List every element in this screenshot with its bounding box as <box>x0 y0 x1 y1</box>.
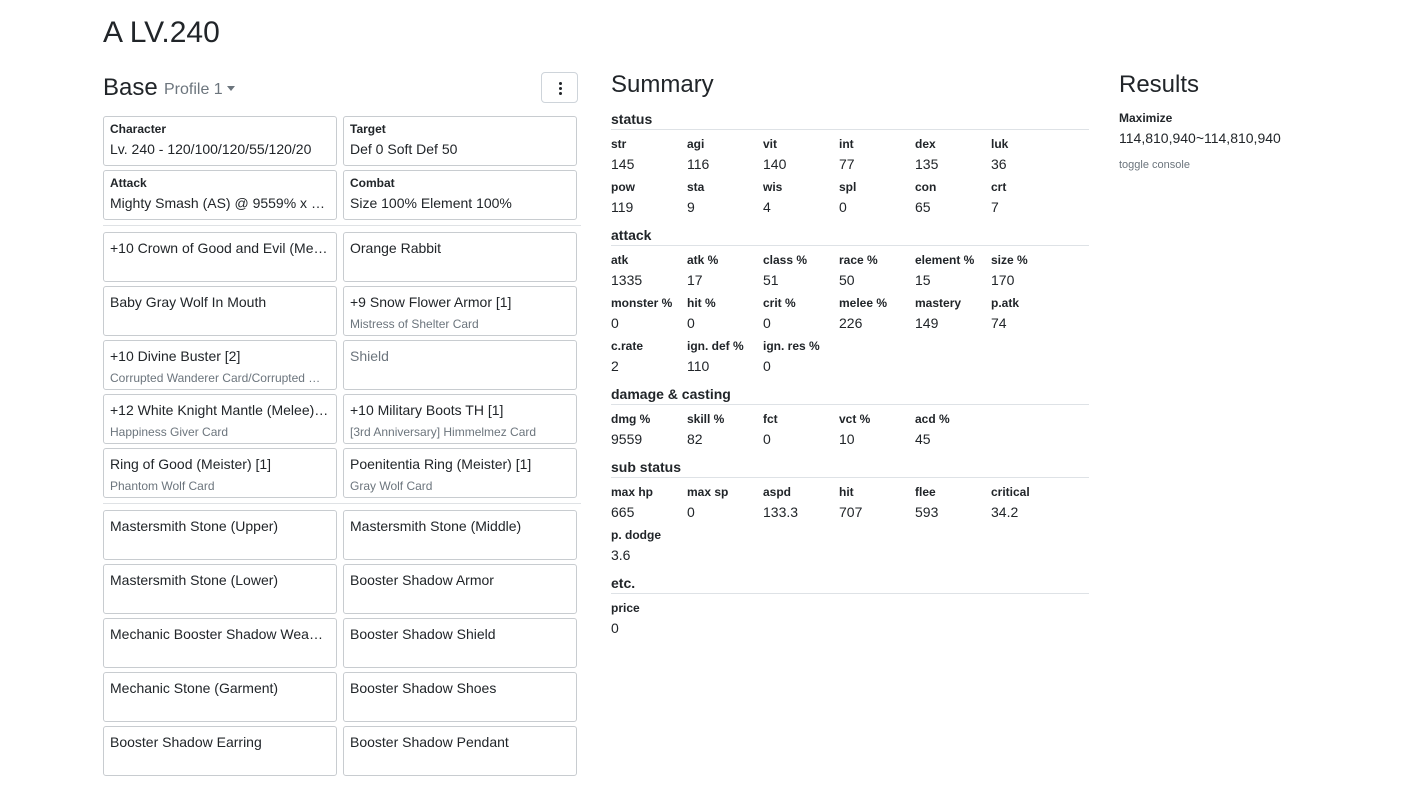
stat-item <box>991 485 1067 521</box>
stat-value: 0 <box>839 199 847 215</box>
stat-value: 2 <box>611 358 619 374</box>
kebab-icon <box>559 82 562 85</box>
stat-label: c.rate <box>611 339 644 353</box>
stat-item <box>763 296 839 332</box>
stat-item <box>611 601 687 637</box>
shadow-name: Mastersmith Stone (Middle) <box>350 518 522 534</box>
more-options-button[interactable] <box>541 72 578 103</box>
stat-item <box>687 137 763 173</box>
shadow-name: Booster Shadow Armor <box>350 572 494 588</box>
stat-label: crt <box>991 180 1007 194</box>
equipment-name: Shield <box>350 348 389 364</box>
shadow-name: Booster Shadow Shoes <box>350 680 497 696</box>
shadow-name: Booster Shadow Shield <box>350 626 496 642</box>
shadow-slot[interactable] <box>343 564 577 614</box>
stat-value: 593 <box>915 504 939 520</box>
stat-value: 0 <box>687 315 695 331</box>
equipment-slot[interactable] <box>343 286 577 336</box>
shadow-slot[interactable] <box>103 672 337 722</box>
info-card-label: Combat <box>350 176 395 190</box>
stat-label: p. dodge <box>611 528 661 542</box>
stat-value: 15 <box>915 272 931 288</box>
page-title: A LV.240 <box>103 16 220 49</box>
summary-section-attack <box>611 226 1089 375</box>
stat-item <box>839 412 915 448</box>
stat-label: size % <box>991 253 1028 267</box>
summary-section-damage-casting <box>611 385 1089 448</box>
base-title: Base <box>103 74 158 101</box>
summary-section-sub-status <box>611 458 1089 564</box>
stat-label: vct % <box>839 412 871 426</box>
stat-item <box>611 339 687 375</box>
info-card-value: Mighty Smash (AS) @ 9559% x … <box>110 195 325 211</box>
stat-value: 4 <box>763 199 771 215</box>
stat-label: class % <box>763 253 808 267</box>
stat-item <box>611 180 687 216</box>
section-title: etc. <box>611 574 1089 594</box>
stat-label: vit <box>763 137 778 151</box>
info-card-character[interactable] <box>103 116 337 166</box>
shadow-slot[interactable] <box>103 510 337 560</box>
info-card-value: Size 100% Element 100% <box>350 195 512 211</box>
stat-item <box>763 253 839 289</box>
stat-item <box>763 339 839 375</box>
shadow-name: Mastersmith Stone (Upper) <box>110 518 279 534</box>
equipment-slot[interactable] <box>343 232 577 282</box>
stats-grid <box>611 253 1089 375</box>
stat-label: critical <box>991 485 1030 499</box>
stat-value: 133.3 <box>763 504 799 520</box>
stat-item <box>915 137 991 173</box>
equipment-slot[interactable] <box>103 394 337 444</box>
info-card-label: Target <box>350 122 386 136</box>
stat-value: 3.6 <box>611 547 631 563</box>
stat-item <box>839 485 915 521</box>
results-value: 114,810,940~114,810,940 <box>1119 130 1281 146</box>
toggle-console-link[interactable]: toggle console <box>1119 159 1190 171</box>
stat-label: price <box>611 601 640 615</box>
stat-value: 65 <box>915 199 931 215</box>
stat-item <box>763 137 839 173</box>
info-card-target[interactable] <box>343 116 577 166</box>
results-label: Maximize <box>1119 111 1173 125</box>
equipment-slot[interactable] <box>343 394 577 444</box>
shadow-slot[interactable] <box>343 726 577 776</box>
stat-label: hit <box>839 485 854 499</box>
stat-item <box>611 412 687 448</box>
results-panel <box>1119 70 1379 172</box>
stat-label: spl <box>839 180 857 194</box>
stat-value: 135 <box>915 156 939 172</box>
stat-label: aspd <box>763 485 792 499</box>
stat-item <box>915 296 991 332</box>
info-card-label: Character <box>110 122 167 136</box>
stat-value: 9 <box>687 199 695 215</box>
stat-item <box>687 485 763 521</box>
kebab-icon-dot <box>559 92 562 95</box>
results-title: Results <box>1119 71 1200 98</box>
section-title: damage & casting <box>611 385 1089 405</box>
stat-value: 82 <box>687 431 703 447</box>
stat-value: 50 <box>839 272 855 288</box>
stat-value: 9559 <box>611 431 643 447</box>
stat-label: mastery <box>915 296 962 310</box>
stat-item <box>763 412 839 448</box>
equipment-slot[interactable] <box>103 232 337 282</box>
equipment-name: Ring of Good (Meister) [1] <box>110 456 272 472</box>
shadow-name: Mechanic Booster Shadow Wea… <box>110 626 323 642</box>
shadow-equipment-cards <box>103 510 581 776</box>
stat-label: element % <box>915 253 975 267</box>
shadow-slot[interactable] <box>343 510 577 560</box>
base-header <box>103 70 581 106</box>
divider <box>103 503 581 504</box>
stat-label: p.atk <box>991 296 1020 310</box>
stat-label: flee <box>915 485 936 499</box>
stat-item <box>611 296 687 332</box>
stat-label: luk <box>991 137 1009 151</box>
stat-item <box>687 412 763 448</box>
stat-value: 707 <box>839 504 863 520</box>
stat-item <box>611 137 687 173</box>
stats-grid <box>611 601 1089 637</box>
stat-value: 51 <box>763 272 779 288</box>
stat-value: 0 <box>611 620 619 636</box>
stat-label: wis <box>763 180 783 194</box>
stat-label: ign. def % <box>687 339 744 353</box>
stat-item <box>915 253 991 289</box>
stat-label: dex <box>915 137 936 151</box>
stat-label: monster % <box>611 296 673 310</box>
stat-item <box>687 253 763 289</box>
section-title: attack <box>611 226 1089 246</box>
stat-item <box>839 253 915 289</box>
stat-label: race % <box>839 253 878 267</box>
stat-item <box>991 296 1067 332</box>
stat-label: atk % <box>687 253 719 267</box>
stat-label: fct <box>763 412 778 426</box>
stat-value: 145 <box>611 156 635 172</box>
stat-item <box>687 296 763 332</box>
equipment-slot[interactable] <box>343 340 577 390</box>
shadow-slot[interactable] <box>103 564 337 614</box>
stat-label: dmg % <box>611 412 651 426</box>
stat-label: max hp <box>611 485 654 499</box>
equipment-cards <box>103 232 581 498</box>
stat-item <box>763 485 839 521</box>
shadow-name: Booster Shadow Earring <box>110 734 262 750</box>
summary-panel <box>611 70 1089 637</box>
equipment-slot[interactable] <box>103 286 337 336</box>
stat-item <box>687 339 763 375</box>
summary-section-status <box>611 110 1089 216</box>
equipment-name: +9 Snow Flower Armor [1] <box>350 294 512 310</box>
equipment-slot[interactable] <box>343 448 577 498</box>
stat-item <box>915 412 991 448</box>
section-title: status <box>611 110 1089 130</box>
stat-label: agi <box>687 137 705 151</box>
stat-value: 110 <box>687 358 710 374</box>
stat-value: 74 <box>991 315 1007 331</box>
shadow-slot[interactable] <box>103 726 337 776</box>
stat-value: 0 <box>763 358 771 374</box>
stat-value: 0 <box>687 504 695 520</box>
info-card-label: Attack <box>110 176 147 190</box>
stat-item <box>915 485 991 521</box>
stat-value: 170 <box>991 272 1015 288</box>
stat-item <box>839 296 915 332</box>
shadow-name: Booster Shadow Pendant <box>350 734 509 750</box>
stat-item <box>763 180 839 216</box>
stat-label: sta <box>687 180 705 194</box>
stat-label: con <box>915 180 937 194</box>
kebab-icon-dot <box>559 87 562 90</box>
summary-sections <box>611 110 1089 637</box>
shadow-name: Mastersmith Stone (Lower) <box>110 572 279 588</box>
stat-label: int <box>839 137 854 151</box>
summary-section-etc- <box>611 574 1089 637</box>
stat-label: ign. res % <box>763 339 820 353</box>
stat-value: 226 <box>839 315 863 331</box>
shadow-slot[interactable] <box>343 672 577 722</box>
stat-value: 665 <box>611 504 635 520</box>
stat-value: 34.2 <box>991 504 1019 520</box>
stat-item <box>991 253 1067 289</box>
stats-grid <box>611 485 1089 564</box>
stat-item <box>991 137 1067 173</box>
equipment-name: +10 Crown of Good and Evil (Me… <box>110 240 328 256</box>
summary-title: Summary <box>611 71 714 98</box>
equipment-slot[interactable] <box>103 340 337 390</box>
stat-item <box>611 528 687 564</box>
stat-label: pow <box>611 180 635 194</box>
equipment-card-slot: Gray Wolf Card <box>350 479 433 493</box>
stat-value: 17 <box>687 272 703 288</box>
stat-label: atk <box>611 253 629 267</box>
equipment-name: +10 Divine Buster [2] <box>110 348 241 364</box>
stat-item <box>991 180 1067 216</box>
section-title: sub status <box>611 458 1089 478</box>
stat-item <box>839 137 915 173</box>
equipment-card-slot: Corrupted Wanderer Card/Corrupted … <box>110 371 321 385</box>
stat-label: crit % <box>763 296 796 310</box>
equipment-card-slot: Phantom Wolf Card <box>110 479 215 493</box>
shadow-slot[interactable] <box>103 618 337 668</box>
equipment-name: +12 White Knight Mantle (Melee)… <box>110 402 329 418</box>
stat-value: 119 <box>611 199 634 215</box>
equipment-card-slot: Mistress of Shelter Card <box>350 317 479 331</box>
stat-value: 149 <box>915 315 939 331</box>
stat-label: max sp <box>687 485 729 499</box>
caret-down-icon <box>227 86 235 91</box>
stat-value: 0 <box>763 315 771 331</box>
profile-dropdown[interactable] <box>164 80 235 100</box>
stat-item <box>687 180 763 216</box>
equipment-name: Orange Rabbit <box>350 240 442 256</box>
stat-value: 45 <box>915 431 931 447</box>
divider <box>103 225 581 226</box>
stats-grid <box>611 137 1089 216</box>
stat-value: 116 <box>687 156 710 172</box>
stat-value: 77 <box>839 156 855 172</box>
shadow-name: Mechanic Stone (Garment) <box>110 680 279 696</box>
stat-label: acd % <box>915 412 950 426</box>
info-cards <box>103 116 581 220</box>
stat-label: melee % <box>839 296 888 310</box>
profile-label: Profile 1 <box>164 81 223 98</box>
stat-value: 1335 <box>611 272 643 288</box>
stat-label: skill % <box>687 412 725 426</box>
stat-item <box>611 485 687 521</box>
stat-value: 10 <box>839 431 855 447</box>
stat-value: 0 <box>763 431 771 447</box>
shadow-slot[interactable] <box>343 618 577 668</box>
stat-label: str <box>611 137 627 151</box>
stat-item <box>611 253 687 289</box>
stat-value: 7 <box>991 199 999 215</box>
equipment-name: +10 Military Boots TH [1] <box>350 402 504 418</box>
info-card-combat[interactable] <box>343 170 577 220</box>
stat-value: 140 <box>763 156 787 172</box>
equipment-name: Baby Gray Wolf In Mouth <box>110 294 267 310</box>
equipment-slot[interactable] <box>103 448 337 498</box>
base-panel <box>103 70 581 776</box>
equipment-card-slot: Happiness Giver Card <box>110 425 229 439</box>
info-card-attack[interactable] <box>103 170 337 220</box>
stat-value: 0 <box>611 315 619 331</box>
info-card-value: Def 0 Soft Def 50 <box>350 141 458 157</box>
stats-grid <box>611 412 1089 448</box>
equipment-card-slot: [3rd Anniversary] Himmelmez Card <box>350 425 537 439</box>
info-card-value: Lv. 240 - 120/100/120/55/120/20 <box>110 141 312 157</box>
stat-item <box>915 180 991 216</box>
equipment-name: Poenitentia Ring (Meister) [1] <box>350 456 532 472</box>
stat-value: 36 <box>991 156 1007 172</box>
stat-label: hit % <box>687 296 716 310</box>
stat-item <box>839 180 915 216</box>
